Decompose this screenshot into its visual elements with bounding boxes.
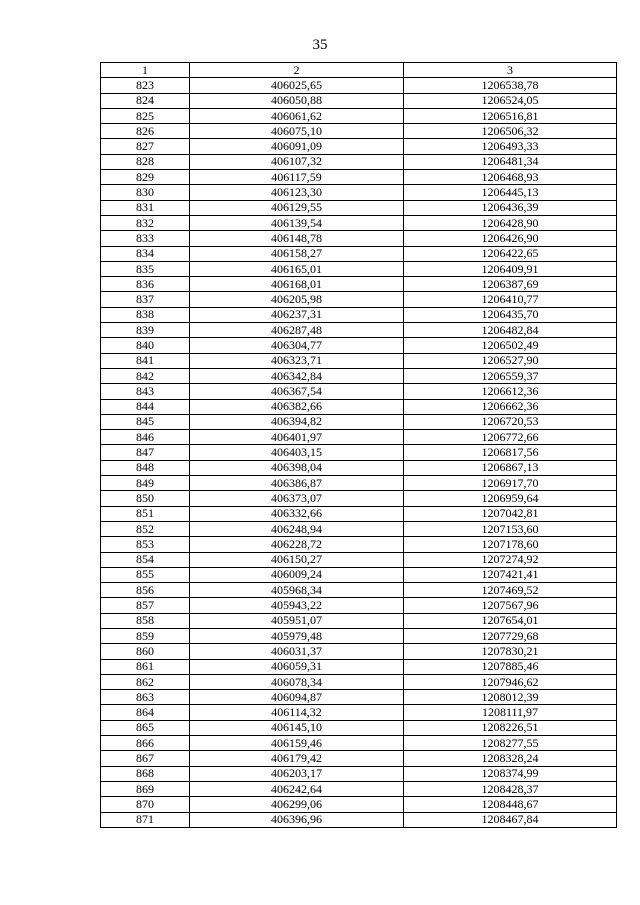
- y-coordinate-cell: 1207178,60: [404, 537, 617, 552]
- y-coordinate-cell: 1208428,37: [404, 781, 617, 796]
- table-row: [101, 613, 617, 628]
- y-coordinate-cell: 1206422,65: [404, 246, 617, 261]
- x-coordinate-cell: 406075,10: [190, 124, 404, 139]
- y-coordinate-cell: 1207885,46: [404, 659, 617, 674]
- point-number-cell: 848: [101, 460, 190, 475]
- y-coordinate-cell: 1208467,84: [404, 812, 617, 827]
- point-number-cell: 847: [101, 445, 190, 460]
- table-row: [101, 491, 617, 506]
- x-coordinate-cell: 406059,31: [190, 659, 404, 674]
- point-number-cell: 845: [101, 414, 190, 429]
- x-coordinate-cell: 406398,04: [190, 460, 404, 475]
- point-number-cell: 838: [101, 307, 190, 322]
- point-number-cell: 825: [101, 108, 190, 123]
- y-coordinate-cell: 1207274,92: [404, 552, 617, 567]
- y-coordinate-cell: 1206506,32: [404, 124, 617, 139]
- table-row: [101, 720, 617, 735]
- column-header-2: 2: [190, 63, 404, 78]
- table-row: [101, 338, 617, 353]
- y-coordinate-cell: 1206445,13: [404, 185, 617, 200]
- y-coordinate-cell: 1206867,13: [404, 460, 617, 475]
- y-coordinate-cell: 1207729,68: [404, 628, 617, 643]
- table-row: [101, 430, 617, 445]
- table-body: [101, 78, 617, 828]
- point-number-cell: 829: [101, 170, 190, 185]
- y-coordinate-cell: 1206959,64: [404, 491, 617, 506]
- x-coordinate-cell: 406123,30: [190, 185, 404, 200]
- table-row: [101, 170, 617, 185]
- table-row: [101, 736, 617, 751]
- point-number-cell: 849: [101, 476, 190, 491]
- table-row: [101, 384, 617, 399]
- y-coordinate-cell: 1207830,21: [404, 644, 617, 659]
- table-row: [101, 674, 617, 689]
- x-coordinate-cell: 406139,54: [190, 215, 404, 230]
- x-coordinate-cell: 406248,94: [190, 521, 404, 536]
- x-coordinate-cell: 406145,10: [190, 720, 404, 735]
- point-number-cell: 839: [101, 323, 190, 338]
- y-coordinate-cell: 1207469,52: [404, 583, 617, 598]
- table-row: [101, 445, 617, 460]
- y-coordinate-cell: 1207567,96: [404, 598, 617, 613]
- table-row: [101, 781, 617, 796]
- y-coordinate-cell: 1206527,90: [404, 353, 617, 368]
- point-number-cell: 853: [101, 537, 190, 552]
- point-number-cell: 835: [101, 261, 190, 276]
- table-row: [101, 506, 617, 521]
- column-header-3: 3: [404, 63, 617, 78]
- table-row: [101, 399, 617, 414]
- point-number-cell: 862: [101, 674, 190, 689]
- table-row: [101, 124, 617, 139]
- x-coordinate-cell: 406159,46: [190, 736, 404, 751]
- point-number-cell: 852: [101, 521, 190, 536]
- point-number-cell: 857: [101, 598, 190, 613]
- x-coordinate-cell: 406205,98: [190, 292, 404, 307]
- y-coordinate-cell: 1206493,33: [404, 139, 617, 154]
- x-coordinate-cell: 406025,65: [190, 78, 404, 93]
- x-coordinate-cell: 406061,62: [190, 108, 404, 123]
- table-row: [101, 598, 617, 613]
- y-coordinate-cell: 1206409,91: [404, 261, 617, 276]
- y-coordinate-cell: 1206817,56: [404, 445, 617, 460]
- table-row: [101, 705, 617, 720]
- x-coordinate-cell: 406129,55: [190, 200, 404, 215]
- y-coordinate-cell: 1208374,99: [404, 766, 617, 781]
- point-number-cell: 858: [101, 613, 190, 628]
- table-row: [101, 261, 617, 276]
- y-coordinate-cell: 1207946,62: [404, 674, 617, 689]
- point-number-cell: 823: [101, 78, 190, 93]
- point-number-cell: 859: [101, 628, 190, 643]
- point-number-cell: 837: [101, 292, 190, 307]
- point-number-cell: 854: [101, 552, 190, 567]
- y-coordinate-cell: 1206662,36: [404, 399, 617, 414]
- point-number-cell: 827: [101, 139, 190, 154]
- x-coordinate-cell: 405979,48: [190, 628, 404, 643]
- point-number-cell: 868: [101, 766, 190, 781]
- x-coordinate-cell: 406323,71: [190, 353, 404, 368]
- x-coordinate-cell: 406228,72: [190, 537, 404, 552]
- x-coordinate-cell: 406168,01: [190, 277, 404, 292]
- y-coordinate-cell: 1206502,49: [404, 338, 617, 353]
- point-number-cell: 866: [101, 736, 190, 751]
- point-number-cell: 865: [101, 720, 190, 735]
- y-coordinate-cell: 1208226,51: [404, 720, 617, 735]
- y-coordinate-cell: 1206387,69: [404, 277, 617, 292]
- y-coordinate-cell: 1207421,41: [404, 567, 617, 582]
- point-number-cell: 840: [101, 338, 190, 353]
- point-number-cell: 842: [101, 368, 190, 383]
- point-number-cell: 850: [101, 491, 190, 506]
- table-row: [101, 307, 617, 322]
- x-coordinate-cell: 406117,59: [190, 170, 404, 185]
- x-coordinate-cell: 406386,87: [190, 476, 404, 491]
- table-row: [101, 185, 617, 200]
- x-coordinate-cell: 406287,48: [190, 323, 404, 338]
- y-coordinate-cell: 1206410,77: [404, 292, 617, 307]
- table-row: [101, 659, 617, 674]
- x-coordinate-cell: 406165,01: [190, 261, 404, 276]
- point-number-cell: 831: [101, 200, 190, 215]
- table-row: [101, 476, 617, 491]
- x-coordinate-cell: 406091,09: [190, 139, 404, 154]
- table-row: [101, 644, 617, 659]
- point-number-cell: 856: [101, 583, 190, 598]
- x-coordinate-cell: 406203,17: [190, 766, 404, 781]
- point-number-cell: 830: [101, 185, 190, 200]
- x-coordinate-cell: 406396,96: [190, 812, 404, 827]
- table-row: [101, 78, 617, 93]
- y-coordinate-cell: 1206720,53: [404, 414, 617, 429]
- table-header-row: [101, 63, 617, 78]
- x-coordinate-cell: 406148,78: [190, 231, 404, 246]
- x-coordinate-cell: 406078,34: [190, 674, 404, 689]
- point-number-cell: 846: [101, 430, 190, 445]
- point-number-cell: 841: [101, 353, 190, 368]
- table-row: [101, 246, 617, 261]
- table-row: [101, 323, 617, 338]
- x-coordinate-cell: 406299,06: [190, 797, 404, 812]
- x-coordinate-cell: 406050,88: [190, 93, 404, 108]
- x-coordinate-cell: 406179,42: [190, 751, 404, 766]
- x-coordinate-cell: 405968,34: [190, 583, 404, 598]
- point-number-cell: 869: [101, 781, 190, 796]
- coordinates-table: [100, 62, 617, 828]
- y-coordinate-cell: 1208328,24: [404, 751, 617, 766]
- x-coordinate-cell: 406342,84: [190, 368, 404, 383]
- x-coordinate-cell: 406237,31: [190, 307, 404, 322]
- y-coordinate-cell: 1207042,81: [404, 506, 617, 521]
- table-row: [101, 812, 617, 827]
- x-coordinate-cell: 406009,24: [190, 567, 404, 582]
- point-number-cell: 828: [101, 154, 190, 169]
- point-number-cell: 844: [101, 399, 190, 414]
- point-number-cell: 870: [101, 797, 190, 812]
- x-coordinate-cell: 406332,66: [190, 506, 404, 521]
- table-row: [101, 154, 617, 169]
- table-row: [101, 200, 617, 215]
- table-row: [101, 537, 617, 552]
- table-row: [101, 766, 617, 781]
- y-coordinate-cell: 1208111,97: [404, 705, 617, 720]
- table-row: [101, 628, 617, 643]
- point-number-cell: 867: [101, 751, 190, 766]
- table-row: [101, 292, 617, 307]
- y-coordinate-cell: 1208012,39: [404, 690, 617, 705]
- point-number-cell: 843: [101, 384, 190, 399]
- y-coordinate-cell: 1206559,37: [404, 368, 617, 383]
- point-number-cell: 834: [101, 246, 190, 261]
- x-coordinate-cell: 406150,27: [190, 552, 404, 567]
- point-number-cell: 851: [101, 506, 190, 521]
- y-coordinate-cell: 1207153,60: [404, 521, 617, 536]
- table-row: [101, 797, 617, 812]
- table-row: [101, 231, 617, 246]
- y-coordinate-cell: 1206468,93: [404, 170, 617, 185]
- point-number-cell: 864: [101, 705, 190, 720]
- y-coordinate-cell: 1206524,05: [404, 93, 617, 108]
- point-number-cell: 833: [101, 231, 190, 246]
- x-coordinate-cell: 406158,27: [190, 246, 404, 261]
- page-number: 35: [312, 37, 328, 53]
- y-coordinate-cell: 1207654,01: [404, 613, 617, 628]
- table-row: [101, 215, 617, 230]
- y-coordinate-cell: 1206436,39: [404, 200, 617, 215]
- point-number-cell: 836: [101, 277, 190, 292]
- y-coordinate-cell: 1206435,70: [404, 307, 617, 322]
- x-coordinate-cell: 406242,64: [190, 781, 404, 796]
- point-number-cell: 861: [101, 659, 190, 674]
- y-coordinate-cell: 1206917,70: [404, 476, 617, 491]
- x-coordinate-cell: 406031,37: [190, 644, 404, 659]
- table-row: [101, 690, 617, 705]
- y-coordinate-cell: 1206428,90: [404, 215, 617, 230]
- x-coordinate-cell: 406382,66: [190, 399, 404, 414]
- x-coordinate-cell: 406373,07: [190, 491, 404, 506]
- table-row: [101, 583, 617, 598]
- table-row: [101, 93, 617, 108]
- x-coordinate-cell: 406403,15: [190, 445, 404, 460]
- y-coordinate-cell: 1206481,34: [404, 154, 617, 169]
- table-row: [101, 368, 617, 383]
- point-number-cell: 855: [101, 567, 190, 582]
- table-row: [101, 353, 617, 368]
- y-coordinate-cell: 1206482,84: [404, 323, 617, 338]
- table-row: [101, 277, 617, 292]
- table-row: [101, 552, 617, 567]
- y-coordinate-cell: 1208448,67: [404, 797, 617, 812]
- x-coordinate-cell: 406304,77: [190, 338, 404, 353]
- table-row: [101, 521, 617, 536]
- table-row: [101, 139, 617, 154]
- point-number-cell: 824: [101, 93, 190, 108]
- point-number-cell: 860: [101, 644, 190, 659]
- y-coordinate-cell: 1206516,81: [404, 108, 617, 123]
- y-coordinate-cell: 1206426,90: [404, 231, 617, 246]
- point-number-cell: 826: [101, 124, 190, 139]
- table-row: [101, 414, 617, 429]
- point-number-cell: 871: [101, 812, 190, 827]
- x-coordinate-cell: 406107,32: [190, 154, 404, 169]
- x-coordinate-cell: 406394,82: [190, 414, 404, 429]
- table-row: [101, 567, 617, 582]
- y-coordinate-cell: 1208277,55: [404, 736, 617, 751]
- x-coordinate-cell: 405951,07: [190, 613, 404, 628]
- x-coordinate-cell: 406114,32: [190, 705, 404, 720]
- x-coordinate-cell: 406401,97: [190, 430, 404, 445]
- table-row: [101, 751, 617, 766]
- point-number-cell: 832: [101, 215, 190, 230]
- x-coordinate-cell: 406367,54: [190, 384, 404, 399]
- x-coordinate-cell: 406094,87: [190, 690, 404, 705]
- table-row: [101, 460, 617, 475]
- x-coordinate-cell: 405943,22: [190, 598, 404, 613]
- y-coordinate-cell: 1206612,36: [404, 384, 617, 399]
- point-number-cell: 863: [101, 690, 190, 705]
- table-row: [101, 108, 617, 123]
- y-coordinate-cell: 1206772,66: [404, 430, 617, 445]
- y-coordinate-cell: 1206538,78: [404, 78, 617, 93]
- column-header-1: 1: [101, 63, 190, 78]
